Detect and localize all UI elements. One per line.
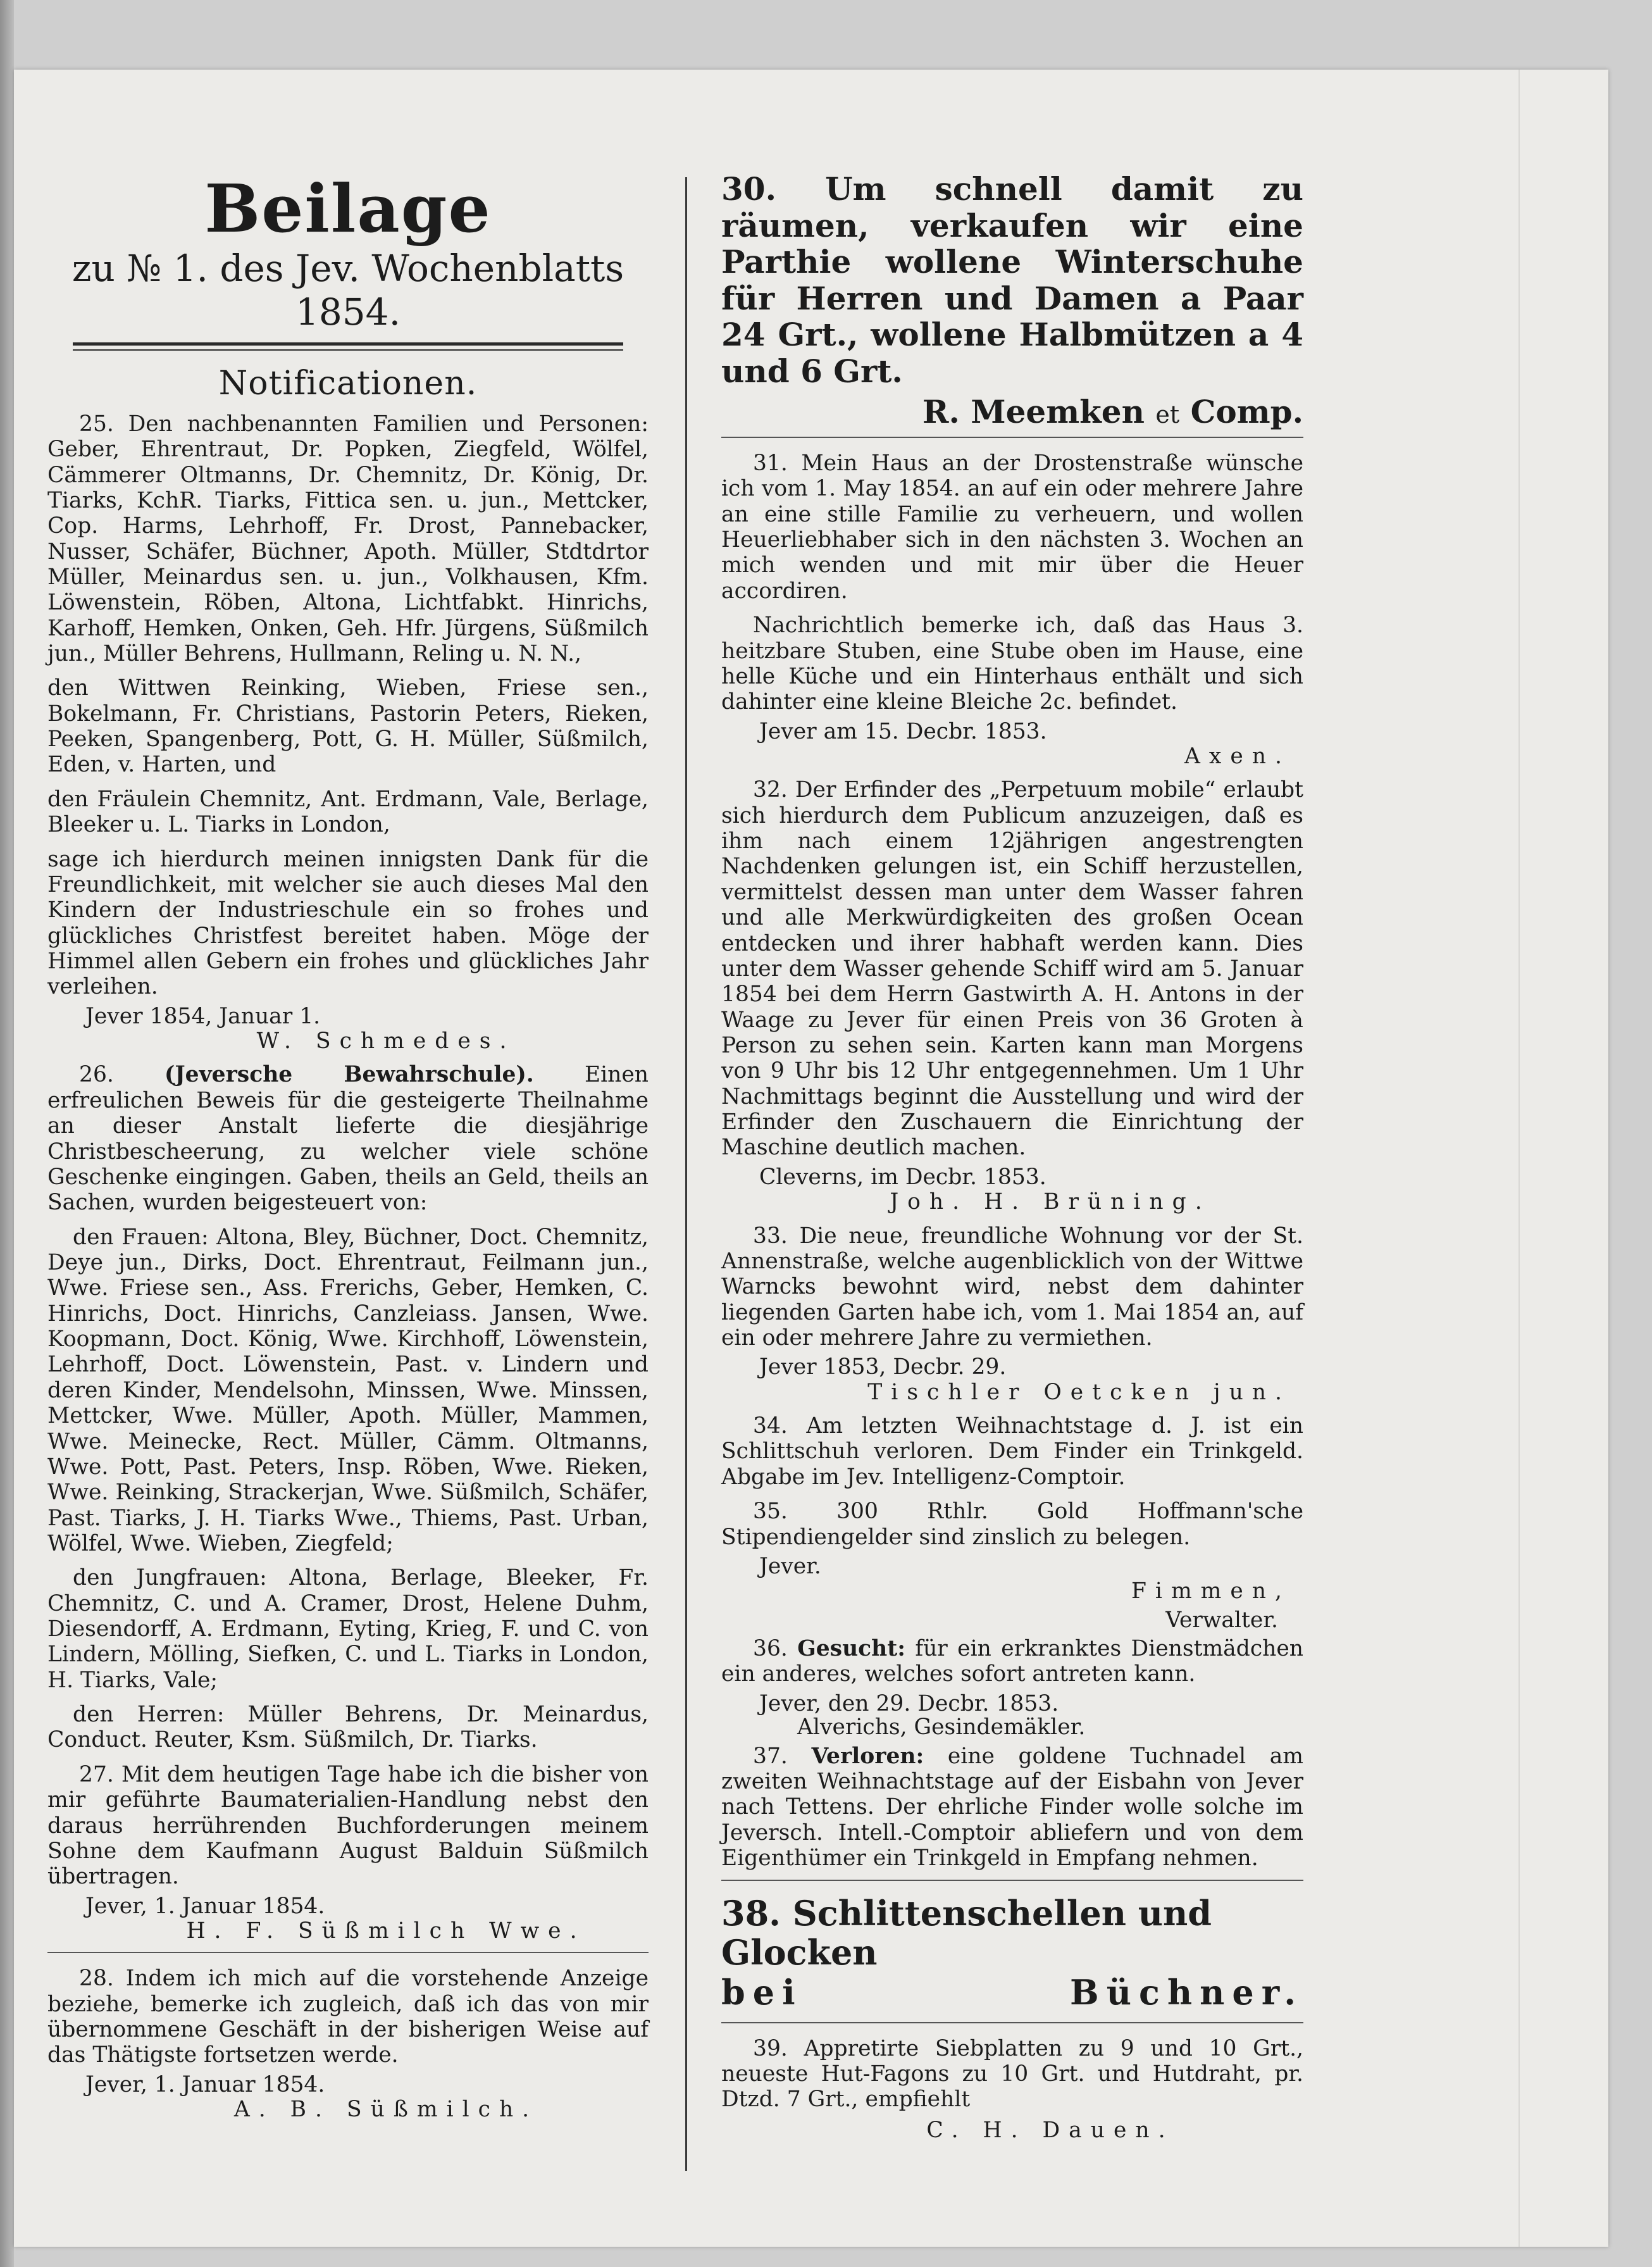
separator-rule bbox=[721, 437, 1303, 438]
left-column bbox=[47, 171, 649, 2131]
notice-39: 39. Appretirte Siebplatten zu 9 und 10 Grt., neueste Hut-Fagons zu 10 Grt. und Hutdraht, pr. Dtzd. 7 Grt., empfiehlt bbox=[721, 2035, 1303, 2113]
notice-34: 34. Am letzten Weihnachtstage d. J. ist ein Schlittschuh verloren. Dem Finder ein Trinkgeld. Abgabe im Jev. Intelligenz-Comptoir. bbox=[721, 1413, 1303, 1490]
notice-33-date: Jever 1853, Decbr. 29. bbox=[759, 1354, 1007, 1380]
notice-30-comp: Comp. bbox=[1190, 393, 1303, 430]
notice-26-number: 26. bbox=[79, 1062, 114, 1088]
notice-32: 32. Der Erfinder des „Perpetuum mobile“ erlaubt sich hierdurch dem Publicum anzuzeigen, daß es ihm nach einem 12jährigen angestrengten Nachdenken gelungen ist, ein Schiff herzustellen, vermittelst dessen man unter dem Wasser fahren und alle Merkwürdigkeiten des großen Ocean entdecken und ihrer habhaft werden kann. Dies unter dem Wasser gehende Schiff wird am 5. Januar 1854 bei dem Herrn Gastwirth A. H. Antons in der Waage zu Jever für einen Preis von 36 Groten à Person zu sehen sein. Karten kann man Morgens von 9 Uhr bis 12 Uhr entgegennehmen. Um 1 Uhr Nachmittags beginnt die Ausstellung und wird der Erfinder den Zuschauern die Einrichtung der Maschine deutlich machen. bbox=[721, 777, 1303, 1161]
notice-38-name: Büchner. bbox=[1070, 1971, 1303, 2013]
notice-26-heading: (Jeversche Bewahrschule). bbox=[165, 1062, 534, 1088]
separator-rule bbox=[721, 1880, 1303, 1881]
notice-27-date: Jever, 1. Januar 1854. bbox=[85, 1893, 325, 1919]
notice-32-date: Cleverns, im Decbr. 1853. bbox=[759, 1164, 1046, 1190]
notice-25-widows: den Wittwen Reinking, Wieben, Friese sen., Bokelmann, Fr. Christians, Pastorin Peters, Rieken, Peeken, Spangenberg, Pott, G. H. Müller, Süßmilch, Eden, v. Harten, und bbox=[47, 675, 649, 778]
notice-37-heading: Verloren: bbox=[811, 1743, 924, 1769]
notice-27-signature: H. F. Süßmilch Wwe. bbox=[186, 1918, 586, 1944]
notice-28: 28. Indem ich mich auf die vorstehende Anzeige beziehe, bemerke ich zugleich, daß ich das von mir übernommene Geschäft in der bisherigen Weise auf das Thätigste fortsetzen werde. bbox=[47, 1966, 649, 2068]
page-subtitle: zu № 1. des Jev. Wochenblatts 1854. bbox=[71, 246, 624, 334]
column-divider bbox=[685, 177, 687, 2171]
notice-30-et: et bbox=[1155, 401, 1180, 428]
page-fold bbox=[1518, 70, 1520, 2247]
notice-26-text: Einen erfreulichen Beweis für die gesteigerte Theilnahme an dieser Anstalt lieferte die diesjährige Christbescheerung, zu welcher viele schöne Geschenke eingingen. Gaben, theils an Geld, theils an Sachen, wurden beigesteuert von: bbox=[47, 1062, 649, 1216]
notice-36-date: Jever, den 29. Decbr. 1853. bbox=[759, 1690, 1059, 1716]
notice-37-number: 37. bbox=[753, 1743, 788, 1769]
notice-31: 31. Mein Haus an der Drostenstraße wünsche ich vom 1. May 1854. an auf ein oder mehrere Jahre an eine stille Familie zu verheuern, und wollen Heuerliebhaber sich in den nächsten 3. Wochen an mich wenden und mit mir über die Heuer accordiren. bbox=[721, 451, 1303, 604]
notice-35-role: Verwalter. bbox=[1165, 1607, 1278, 1633]
notice-36-signature: Alverichs, Gesindemäkler. bbox=[797, 1714, 1086, 1740]
notice-31-extra: Nachrichtlich bemerke ich, daß das Haus 3. heitzbare Stuben, eine Stube oben im Hause, eine helle Küche und ein Hinterhaus enthält und sich dahinter eine kleine Bleiche 2c. befindet. bbox=[721, 613, 1303, 715]
notice-37-text: eine goldene Tuchnadel am zweiten Weihnachtstage auf der Eisbahn von Jever nach Tettens. Der ehrliche Finder wolle solche im Jeversch. Intell.-Comptoir abliefern und von dem Eigenthümer ein Trinkgeld in Empfang nehmen. bbox=[721, 1743, 1304, 1871]
notice-25-date: Jever 1854, Januar 1. bbox=[85, 1003, 321, 1029]
notice-33: 33. Die neue, freundliche Wohnung vor der St. Annenstraße, welche augenblicklich von der Wittwe Warncks bewohnt wird, nebst dem dahinter liegenden Garten habe ich, vom 1. Mai 1854 an, auf ein oder mehrere Jahre zu vermiethen. bbox=[721, 1223, 1303, 1351]
notice-37 bbox=[721, 1744, 1303, 1871]
notice-30: 30. Um schnell damit zu räumen, verkaufen wir eine Parthie wollene Winterschuhe für Herren und Damen a Paar 24 Grt., wollene Halbmützen a 4 und 6 Grt. bbox=[721, 170, 1303, 390]
notice-36 bbox=[721, 1636, 1303, 1687]
notice-38-line2 bbox=[721, 1973, 1303, 2012]
notice-36-number: 36. bbox=[753, 1636, 788, 1662]
notice-25-signature: W. Schmedes. bbox=[256, 1028, 516, 1054]
notice-30-firm-name: R. Meemken bbox=[922, 393, 1145, 430]
notice-35-signature: Fimmen, bbox=[1131, 1578, 1291, 1604]
separator-rule bbox=[47, 1952, 649, 1953]
page-title: Beilage bbox=[204, 170, 492, 247]
notice-25: 25. Den nachbenannten Familien und Personen: Geber, Ehrentraut, Dr. Popken, Ziegfeld, Wölfel, Cämmerer Oltmanns, Dr. Chemnitz, Dr. König, Dr. Tiarks, KchR. Tiarks, Fittica sen. u. jun., Mettcker, Cop. Harms, Lehrhoff, Fr. Drost, Pannebacker, Nusser, Schäfer, Büchner, Apoth. Müller, Stdtdrtor Müller, Meinardus sen. u. jun., Volkhausen, Kfm. Löwenstein, Röben, Altona, Lichtfabkt. Hinrichs, Karhoff, Hemken, Onken, Geh. Hfr. Jürgens, Süßmilch jun., Müller Behrens, Hullmann, Reling u. N. N., bbox=[47, 411, 649, 667]
notice-35-place: Jever. bbox=[759, 1553, 821, 1579]
notice-30-firm bbox=[721, 393, 1303, 430]
notice-28-date: Jever, 1. Januar 1854. bbox=[85, 2071, 325, 2097]
binding-edge bbox=[0, 0, 14, 2267]
notice-26 bbox=[47, 1062, 649, 1215]
notice-38 bbox=[721, 1894, 1303, 2011]
notice-39-signature: C. H. Dauen. bbox=[926, 2117, 1174, 2143]
notice-32-signature: Joh. H. Brüning. bbox=[890, 1189, 1211, 1215]
notice-31-date: Jever am 15. Decbr. 1853. bbox=[759, 718, 1047, 744]
notice-26-women: den Frauen: Altona, Bley, Büchner, Doct. Chemnitz, Deye jun., Dirks, Doct. Ehrentraut, Feilmann jun., Wwe. Friese sen., Ass. Frerichs, Geber, Hemken, C. Hinrichs, Doct. Hinrichs, Canzleiass. Jansen, Wwe. Koopmann, Doct. König, Wwe. Kirchhoff, Löwenstein, Lehrhoff, Doct. Löwenstein, Past. v. Lindern und deren Kinder, Mendelsohn, Minssen, Wwe. Minssen, Mettcker, Wwe. Müller, Apoth. Müller, Mammen, Wwe. Meinecke, Rect. Müller, Cämm. Oltmanns, Wwe. Pott, Past. Peters, Insp. Röben, Wwe. Rieken, Wwe. Reinking, Strackerjan, Wwe. Süßmilch, Schäfer, Past. Tiarks, J. H. Tiarks Wwe., Thiems, Past. Urban, Wölfel, Wwe. Wieben, Ziegfeld; bbox=[47, 1224, 649, 1556]
notice-36-text: für ein erkranktes Dienstmädchen ein anderes, welches sofort antreten kann. bbox=[721, 1636, 1304, 1687]
notice-26-men: den Herren: Müller Behrens, Dr. Meinardus, Conduct. Reuter, Ksm. Süßmilch, Dr. Tiarks. bbox=[47, 1702, 649, 1753]
notice-26-maidens: den Jungfrauen: Altona, Berlage, Bleeker, Fr. Chemnitz, C. und A. Cramer, Drost, Helene Duhm, Diesendorff, A. Erdmann, Eyting, Krieg, F. und C. von Lindern, Mölling, Siefken, C. und L. Tiarks in London, H. Tiarks, Vale; bbox=[47, 1565, 649, 1693]
notice-38-line1: 38. Schlittenschellen und Glocken bbox=[721, 1893, 1212, 1973]
notice-25-body: sage ich hierdurch meinen innigsten Dank für die Freundlichkeit, mit welcher sie auch dieses Mal den Kindern der Industrieschule ein so frohes und glückliches Christfest bereitet haben. Möge der Himmel allen Gebern ein frohes und glückliches Jahr verleihen. bbox=[47, 846, 649, 1000]
notice-38-bei: bei bbox=[721, 1971, 803, 2013]
notice-28-signature: A. B. Süßmilch. bbox=[233, 2097, 538, 2123]
notice-31-signature: Axen. bbox=[1184, 743, 1291, 769]
notice-27: 27. Mit dem heutigen Tage habe ich die bisher von mir geführte Baumaterialien-Handlung nebst den daraus herrührenden Buchforderungen meinem Sohne dem Kaufmann August Balduin Süßmilch übertragen. bbox=[47, 1761, 649, 1890]
right-column bbox=[721, 171, 1303, 2151]
notice-35: 35. 300 Rthlr. Gold Hoffmann'sche Stipendiengelder sind zinslich zu belegen. bbox=[721, 1499, 1303, 1550]
separator-rule bbox=[721, 2022, 1303, 2023]
notice-33-signature: Tischler Oetcken jun. bbox=[867, 1379, 1291, 1405]
section-heading: Notificationen. bbox=[218, 364, 478, 403]
title-rule bbox=[73, 342, 623, 351]
notice-25-misses: den Fräulein Chemnitz, Ant. Erdmann, Vale, Berlage, Bleeker u. L. Tiarks in London, bbox=[47, 786, 649, 838]
notice-36-heading: Gesucht: bbox=[797, 1636, 905, 1662]
